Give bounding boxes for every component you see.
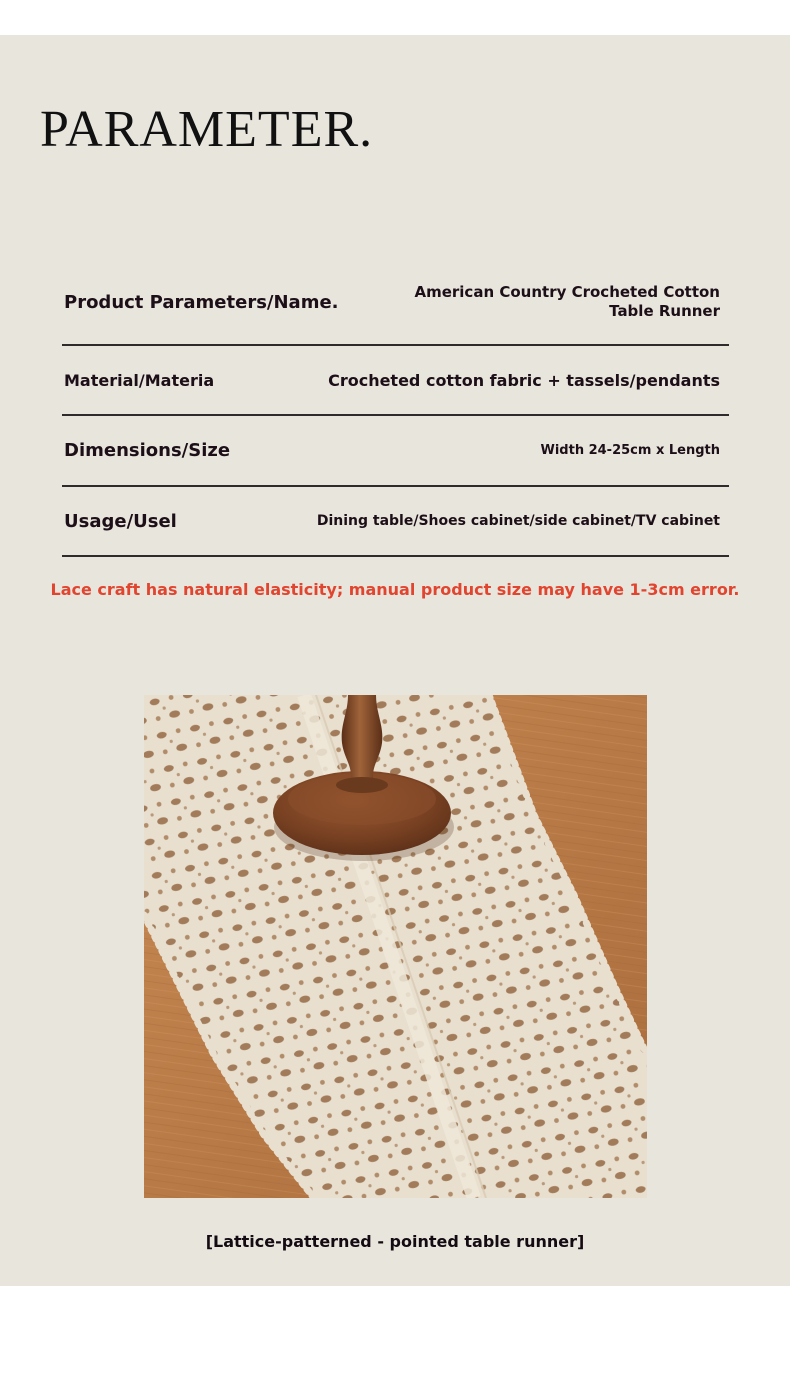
parameter-label: Dimensions/Size bbox=[64, 440, 231, 461]
size-error-note: Lace craft has natural elasticity; manual product size may have 1-3cm error. bbox=[50, 580, 740, 599]
parameter-value: Crocheted cotton fabric + tassels/pendants bbox=[328, 370, 720, 390]
parameter-row-material bbox=[62, 346, 729, 416]
page-title: PARAMETER. bbox=[40, 101, 374, 158]
parameter-table bbox=[62, 260, 729, 557]
parameter-panel bbox=[0, 35, 790, 1286]
parameter-label: Material/Materia bbox=[64, 370, 215, 390]
table-runner-image bbox=[144, 695, 647, 1198]
parameter-value: American Country Crocheted Cotton Table Runner bbox=[414, 283, 720, 320]
parameter-row-dimensions bbox=[62, 416, 729, 487]
photo-caption: [Lattice-patterned - pointed table runner] bbox=[205, 1232, 585, 1251]
product-photo bbox=[144, 695, 647, 1198]
parameter-row-name bbox=[62, 260, 729, 346]
parameter-label: Product Parameters/Name. bbox=[64, 291, 339, 313]
parameter-label: Usage/Usel bbox=[64, 510, 177, 532]
parameter-value: Width 24-25cm x Length bbox=[540, 443, 720, 458]
parameter-row-usage bbox=[62, 487, 729, 557]
parameter-value: Dining table/Shoes cabinet/side cabinet/TV cabinet bbox=[316, 513, 720, 529]
